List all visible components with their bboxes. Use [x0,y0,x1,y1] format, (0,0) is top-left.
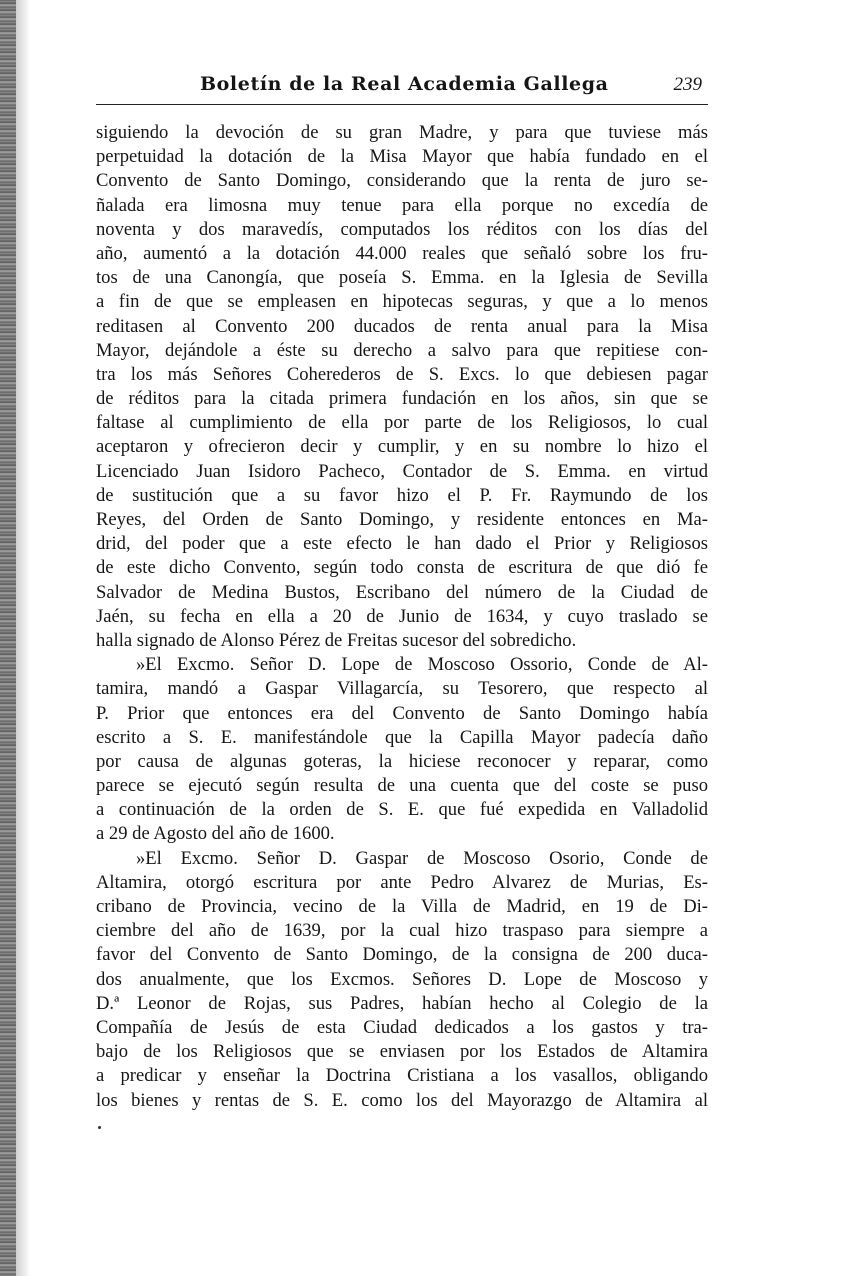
text-line: escrito a S. E. manifestándole que la Capilla Mayor padecía daño [96,726,708,748]
text-line: tra los más Señores Coherederos de S. Excs. lo que debiesen pagar [96,363,708,385]
text-line: Convento de Santo Domingo, considerando que la renta de juro se- [96,170,708,192]
page-number: 239 [673,74,702,95]
text-line: de sustitución que a su favor hizo el P. Fr. Raymundo de los [96,484,708,506]
journal-title: Boletín de la Real Academia Gallega [200,73,609,95]
text-line: Licenciado Juan Isidoro Pacheco, Contador de S. Emma. en virtud [96,460,708,482]
text-line: reditasen al Convento 200 ducados de renta anual para la Misa [96,315,708,337]
text-line: Jaén, su fecha en ella a 20 de Junio de 1634, y cuyo traslado se [96,605,708,627]
text-line: a predicar y enseñar la Doctrina Cristiana a los vasallos, obligando [96,1065,708,1087]
text-line: siguiendo la devoción de su gran Madre, y para que tuviese más [96,122,708,143]
text-line: a fin de que se empleasen en hipotecas seguras, y que a lo menos [96,291,708,313]
text-line: dos anualmente, que los Excmos. Señores D. Lope de Moscoso y [96,968,708,990]
text-line: de réditos para la citada primera fundación en los años, sin que se [96,388,708,410]
text-line: cribano de Provincia, vecino de la Villa de Madrid, en 19 de Di- [96,896,708,917]
text-line: D.ª Leonor de Rojas, sus Padres, habían hecho al Colegio de la [96,992,708,1014]
text-line: Mayor, dejándole a éste su derecho a salvo para que repitiese con- [96,339,708,361]
text-line: por causa de algunas goteras, la hiciese reconocer y reparar, como [96,750,708,772]
text-line: a 29 de Agosto del año de 1600. [96,823,335,845]
text-line: Salvador de Medina Bustos, Escribano del número de la Ciudad de [96,581,708,603]
binding-edge [0,0,16,1276]
text-line: drid, del poder que a este efecto le han dado el Prior y Religiosos [96,533,708,555]
text-line: año, aumentó a la dotación 44.000 reales que señaló sobre los fru- [96,242,708,264]
binding-shadow [16,0,30,1276]
text-line: »El Excmo. Señor D. Lope de Moscoso Ossorio, Conde de Al- [136,654,708,676]
text-line: Altamira, otorgó escritura por ante Pedro Alvarez de Murias, Es- [96,871,708,893]
text-line: tamira, mandó a Gaspar Villagarcía, su Tesorero, que respecto al [96,678,708,700]
body-text [96,121,708,1113]
text-line: noventa y dos maravedís, computados los réditos con los días del [96,218,708,240]
text-line: favor del Convento de Santo Domingo, de la consigna de 200 duca- [96,944,708,966]
text-line: ñalada era limosna muy tenue para ella porque no excedía de [96,194,708,216]
text-line: halla signado de Alonso Pérez de Freitas sucesor del sobredicho. [96,629,577,651]
text-line: faltase al cumplimiento de ella por parte de los Religiosos, lo cual [96,412,708,434]
ink-speck [98,1126,101,1129]
text-line: Reyes, del Orden de Santo Domingo, y residente entonces en Ma- [96,509,708,530]
text-line: Compañía de Jesús de esta Ciudad dedicados a los gastos y tra- [96,1016,708,1038]
text-line: los bienes y rentas de S. E. como los del Mayorazgo de Altamira al [96,1089,708,1111]
text-line: tos de una Canongía, que poseía S. Emma. en la Iglesia de Sevilla [96,267,708,289]
text-line: P. Prior que entonces era del Convento de Santo Domingo había [96,702,708,724]
running-head [96,70,708,105]
text-line: a continuación de la orden de S. E. que fué expedida en Valladolid [96,799,708,821]
text-line: »El Excmo. Señor D. Gaspar de Moscoso Osorio, Conde de [136,847,708,869]
text-line: bajo de los Religiosos que se enviasen por los Estados de Altamira [96,1041,708,1063]
text-line: parece se ejecutó según resulta de una cuenta que del coste se puso [96,775,708,797]
text-line: ciembre del año de 1639, por la cual hizo traspaso para siempre a [96,920,708,942]
text-line: aceptaron y ofrecieron decir y cumplir, y en su nombre lo hizo el [96,436,708,458]
text-line: de este dicho Convento, según todo consta de escritura de que dió fe [96,557,708,579]
text-line: perpetuidad la dotación de la Misa Mayor que había fundado en el [96,146,708,168]
